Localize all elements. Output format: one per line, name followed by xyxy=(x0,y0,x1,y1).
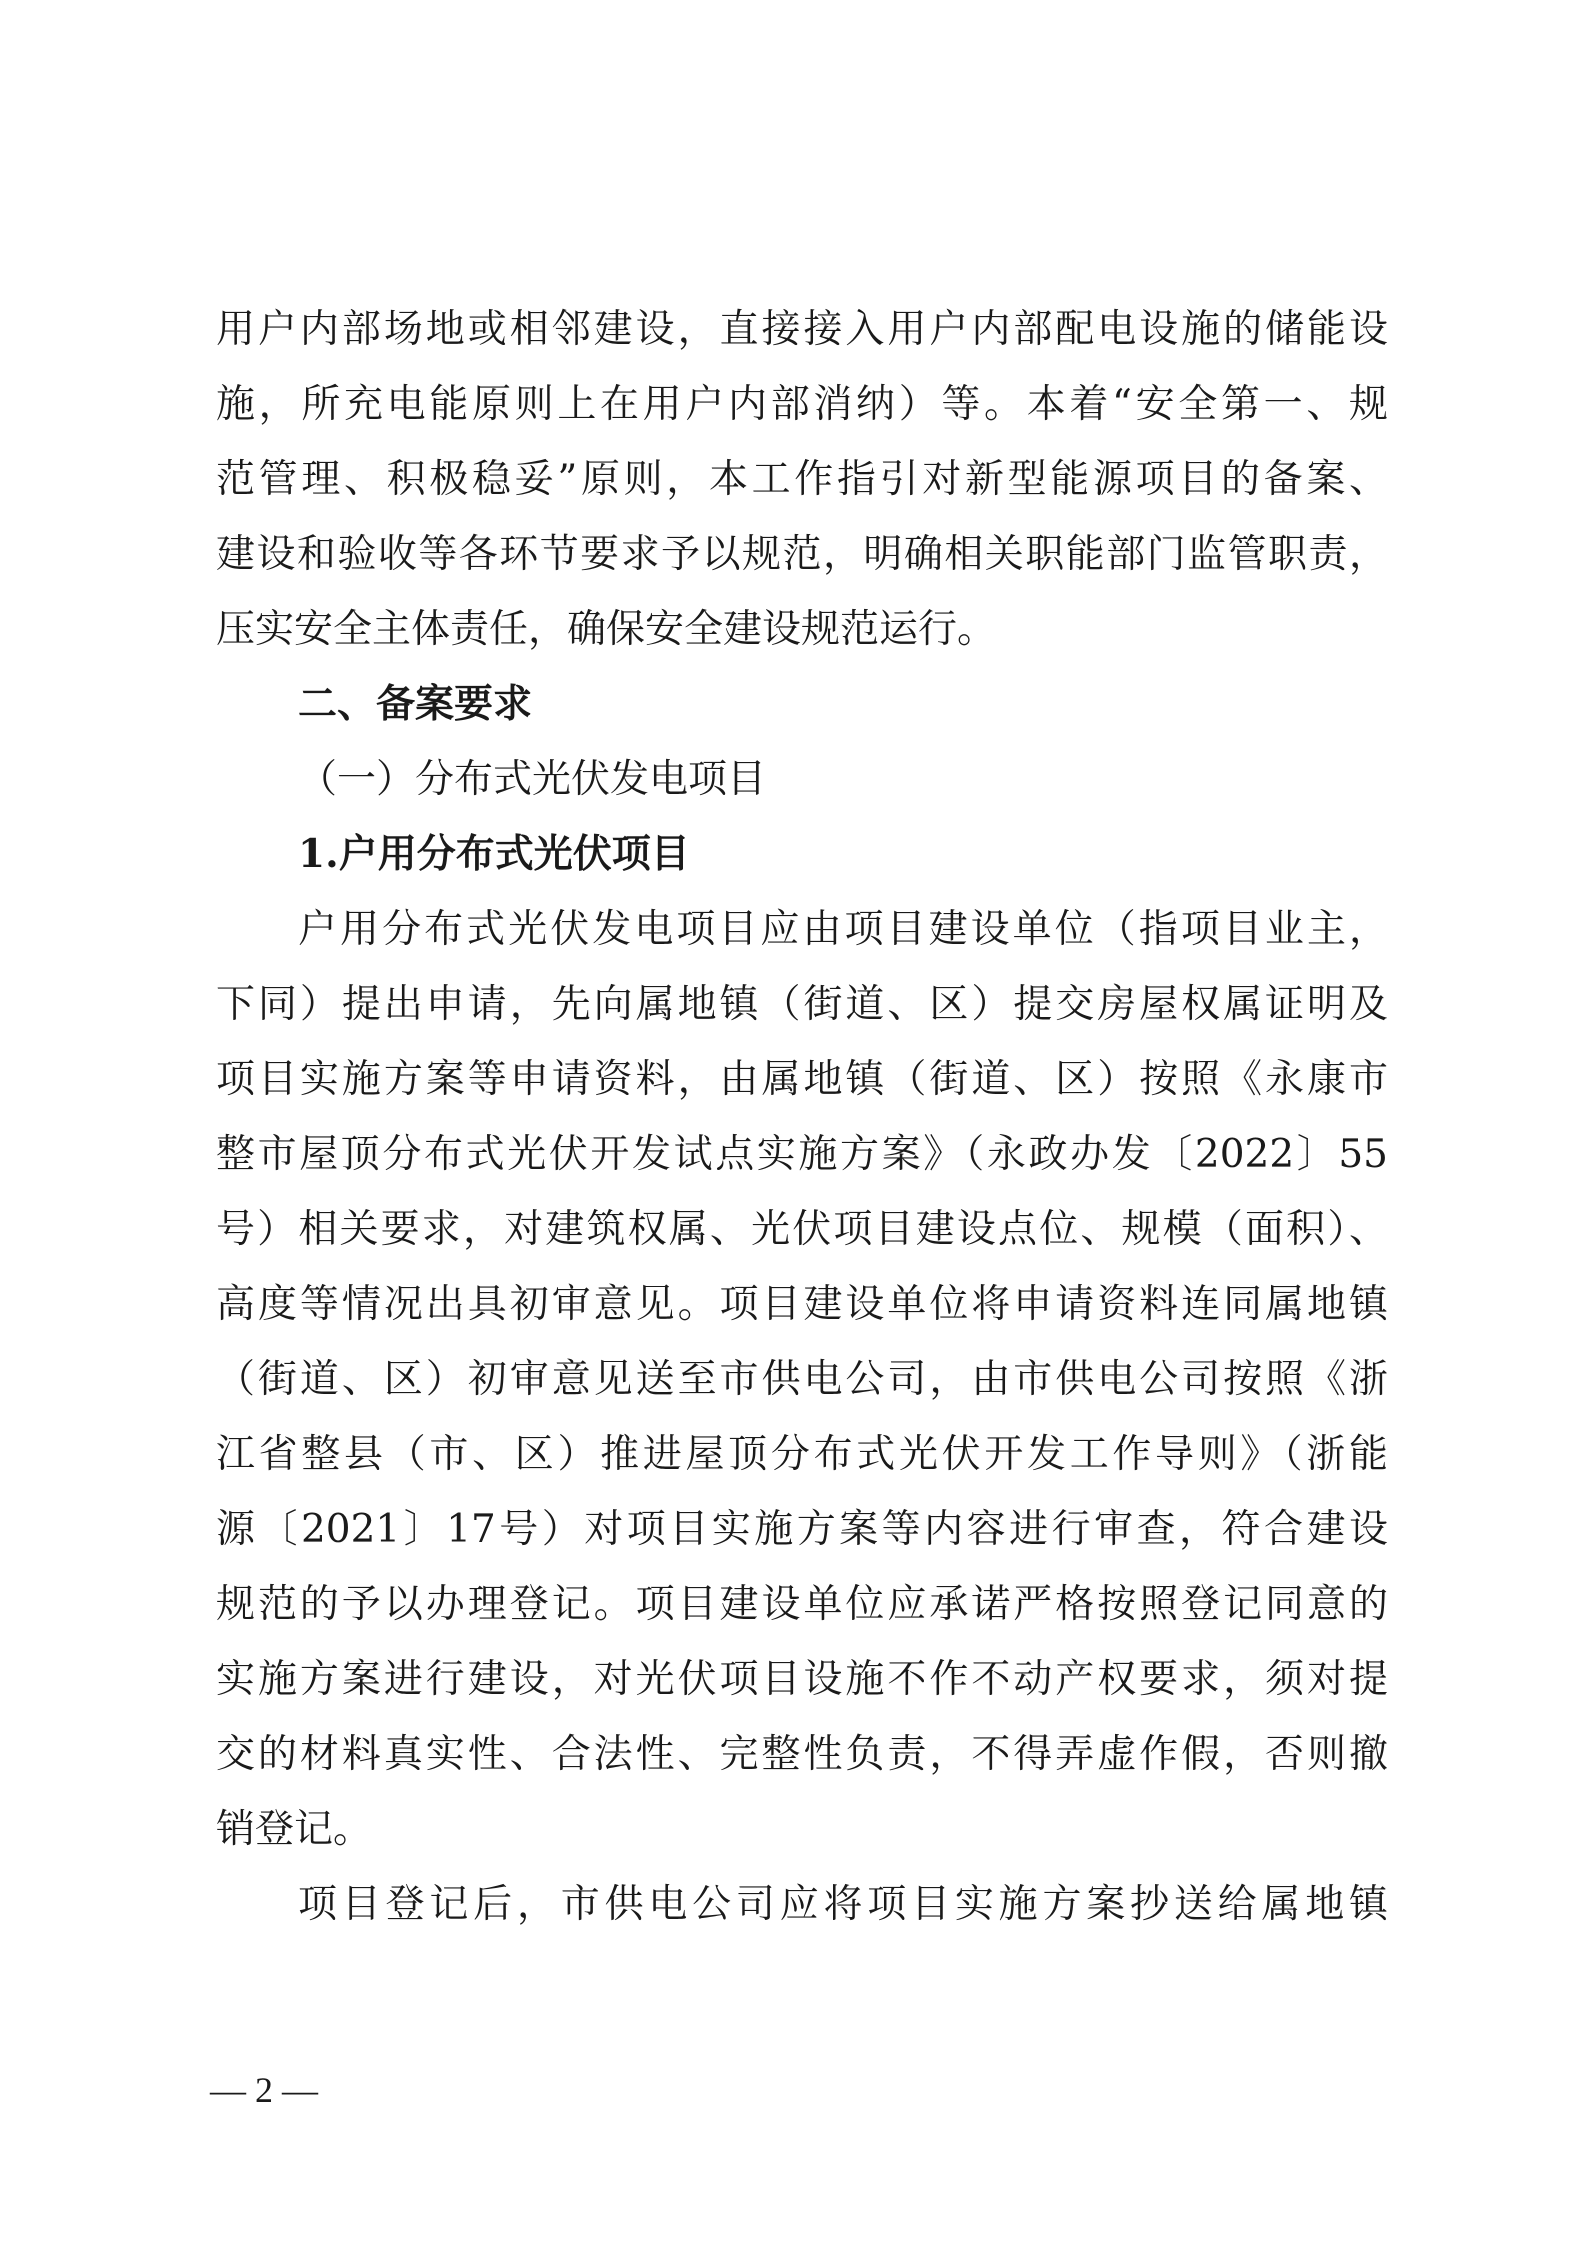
subsection-heading: （一）分布式光伏发电项目 xyxy=(298,757,767,802)
paragraph-line: 压实安全主体责任，确保安全建设规范运行。 xyxy=(216,607,997,652)
paragraph-line: （街道、区）初审意见送至市供电公司，由市供电公司按照《浙 xyxy=(216,1357,1388,1402)
paragraph-line: 施，所充电能原则上在用户内部消纳）等。本着“安全第一、规 xyxy=(216,382,1388,427)
paragraph-line: 高度等情况出具初审意见。项目建设单位将申请资料连同属地镇 xyxy=(216,1282,1388,1327)
paragraph-line: 源〔2021〕17号）对项目实施方案等内容进行审查，符合建设 xyxy=(216,1507,1388,1552)
paragraph-line: 规范的予以办理登记。项目建设单位应承诺严格按照登记同意的 xyxy=(216,1582,1388,1627)
section-heading: 二、备案要求 xyxy=(298,682,533,727)
paragraph-line: 交的材料真实性、合法性、完整性负责，不得弄虚作假，否则撤 xyxy=(216,1732,1388,1777)
paragraph-line: 实施方案进行建设，对光伏项目设施不作不动产权要求，须对提 xyxy=(216,1657,1388,1702)
paragraph-line: 项目登记后，市供电公司应将项目实施方案抄送给属地镇 xyxy=(298,1882,1388,1927)
paragraph-line: 用户内部场地或相邻建设，直接接入用户内部配电设施的储能设 xyxy=(216,307,1388,352)
paragraph-line: 销登记。 xyxy=(216,1807,373,1852)
paragraph-line: 整市屋顶分布式光伏开发试点实施方案》（永政办发〔2022〕55 xyxy=(216,1132,1388,1177)
paragraph-line: 项目实施方案等申请资料，由属地镇（街道、区）按照《永康市 xyxy=(216,1057,1388,1102)
item-heading: 1.户用分布式光伏项目 xyxy=(298,831,690,877)
paragraph-line: 建设和验收等各环节要求予以规范，明确相关职能部门监管职责， xyxy=(216,532,1388,577)
paragraph-line: 下同）提出申请，先向属地镇（街道、区）提交房屋权属证明及 xyxy=(216,982,1388,1027)
document-body xyxy=(216,292,1388,1942)
paragraph-line: 范管理、积极稳妥”原则，本工作指引对新型能源项目的备案、 xyxy=(216,457,1388,502)
paragraph-line: 号）相关要求，对建筑权属、光伏项目建设点位、规模（面积）、 xyxy=(216,1207,1388,1252)
paragraph-line: 江省整县（市、区）推进屋顶分布式光伏开发工作导则》（浙能 xyxy=(216,1432,1388,1477)
page-number: — 2 — xyxy=(210,2070,318,2110)
paragraph-line: 户用分布式光伏发电项目应由项目建设单位（指项目业主， xyxy=(298,907,1388,952)
